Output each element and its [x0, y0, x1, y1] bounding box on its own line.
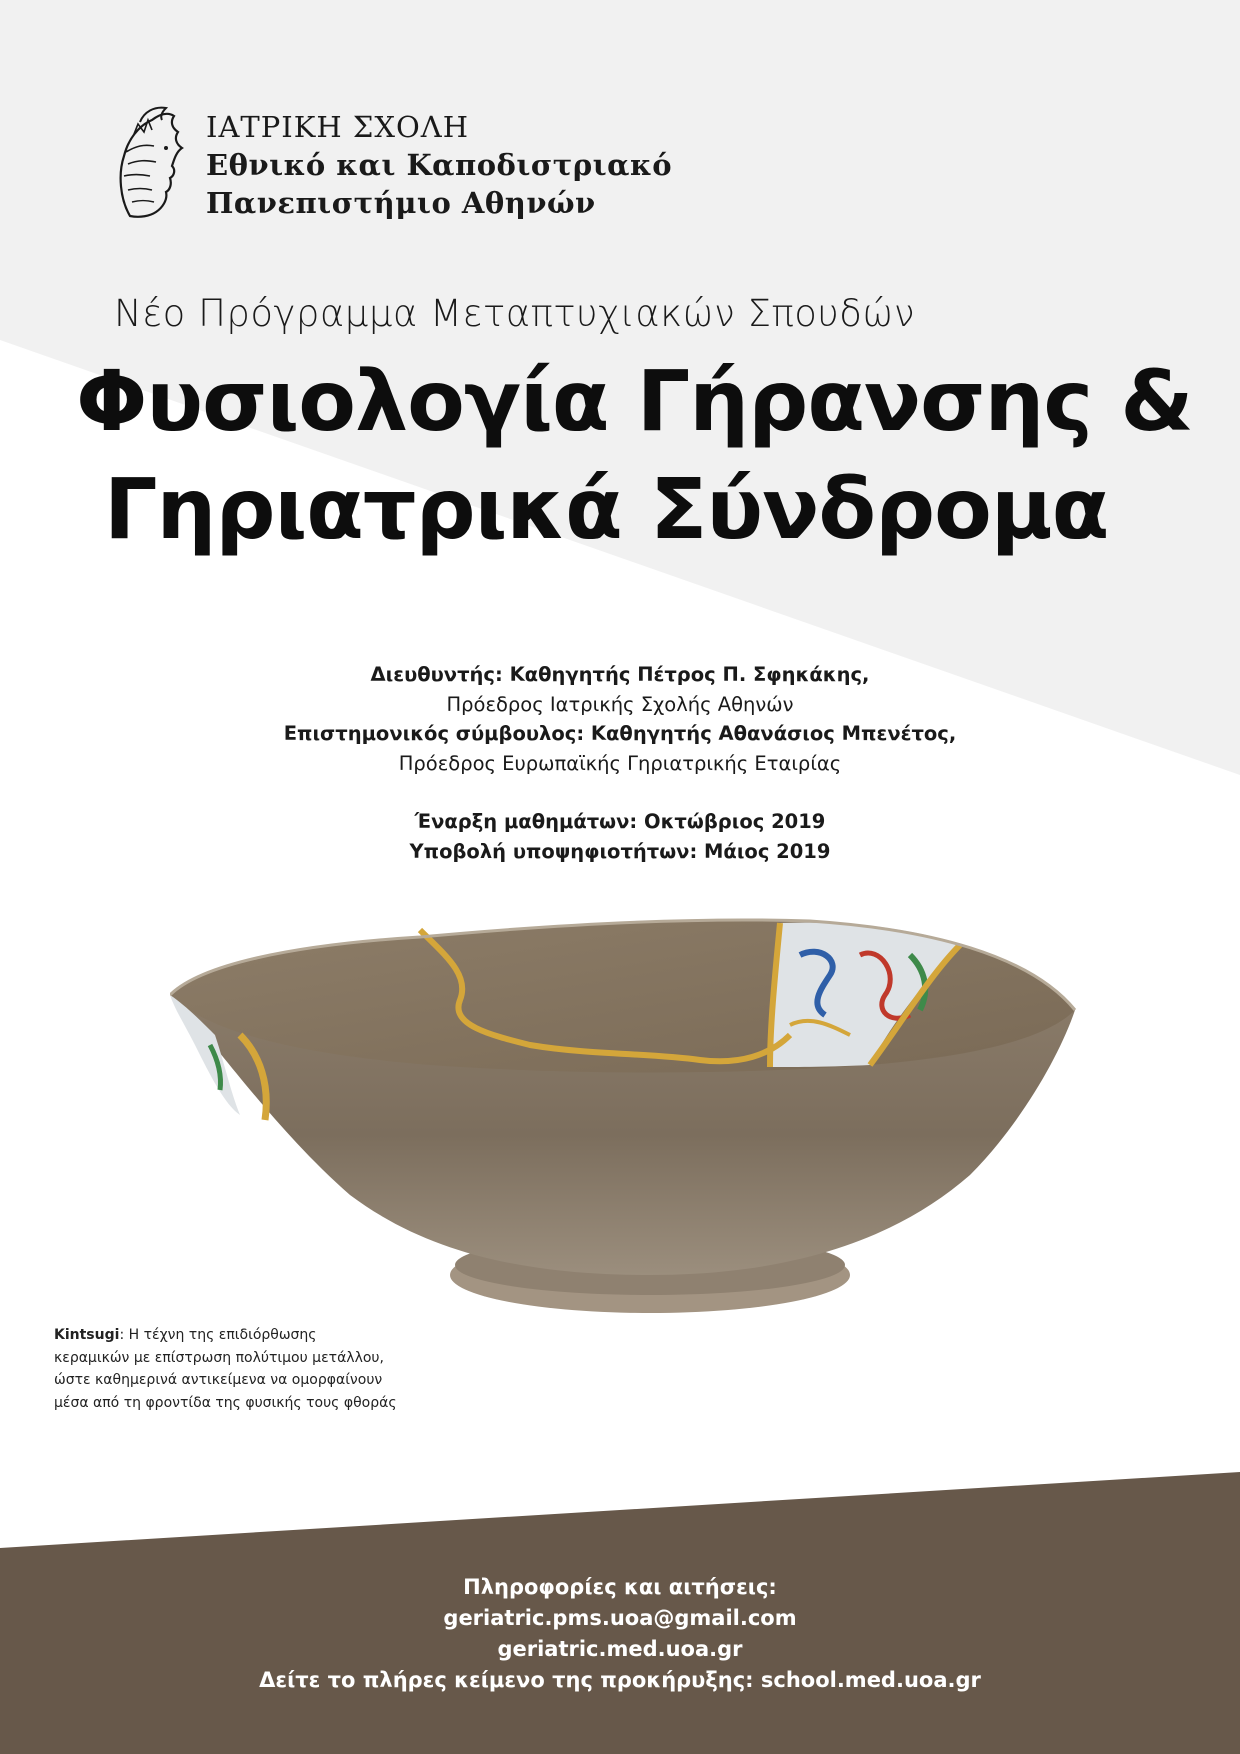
institution-line-3: Πανεπιστήμιο Αθηνών: [206, 186, 596, 220]
course-start: Έναρξη μαθημάτων: Οκτώβριος 2019: [414, 810, 826, 833]
email-link[interactable]: geriatric.pms.uoa@gmail.com: [443, 1606, 797, 1630]
institution-line-2: Εθνικό και Καποδιστριακό: [206, 148, 673, 182]
program-subtitle: Νέο Πρόγραμμα Μεταπτυχιακών Σπουδών: [114, 292, 916, 335]
info-label: Πληροφορίες και αιτήσεις:: [463, 1575, 777, 1599]
program-details: [0, 660, 1240, 866]
caption-line-3: ώστε καθημερινά αντικείμενα να ομορφαίνουν: [54, 1372, 383, 1388]
caption-line-2: κεραμικών με επίστρωση πολύτιμου μετάλλου,: [54, 1349, 384, 1366]
athena-head-logo: [110, 104, 190, 224]
director-role: Πρόεδρος Ιατρικής Σχολής Αθηνών: [446, 692, 794, 716]
director: Διευθυντής: Καθηγητής Πέτρος Π. Σφηκάκης,: [370, 663, 870, 686]
advisor: Επιστημονικός σύμβουλος: Καθηγητής Αθανάσιος Μπενέτος,: [283, 722, 957, 745]
image-caption: [54, 1324, 434, 1414]
caption-term: Kintsugi: [54, 1327, 120, 1343]
caption-line-4: μέσα από τη φροντίδα της φυσικής τους φθοράς: [54, 1394, 397, 1411]
institution-line-1: ΙΑΤΡΙΚΗ ΣΧΟΛΗ: [206, 110, 470, 144]
contact-info: [0, 1572, 1240, 1696]
caption-line-1: [54, 1324, 434, 1347]
institution-name: [206, 108, 672, 222]
advisor-role: Πρόεδρος Ευρωπαϊκής Γηριατρικής Εταιρίας: [398, 751, 842, 775]
application-deadline: Υποβολή υποψηφιοτήτων: Μάιος 2019: [409, 839, 831, 863]
caption-text-1: : Η τέχνη της επιδιόρθωσης: [119, 1327, 317, 1343]
program-title-line-1: Φυσιολογία Γήρανσης &: [76, 352, 1193, 450]
website-link[interactable]: geriatric.med.uoa.gr: [497, 1637, 743, 1661]
program-title-line-2: Γηριατρικά Σύνδρομα: [104, 460, 1109, 558]
announcement-link[interactable]: Δείτε το πλήρες κείμενο της προκήρυξης: school.med.uoa.gr: [259, 1668, 981, 1692]
kintsugi-bowl-image: [170, 915, 1080, 1335]
